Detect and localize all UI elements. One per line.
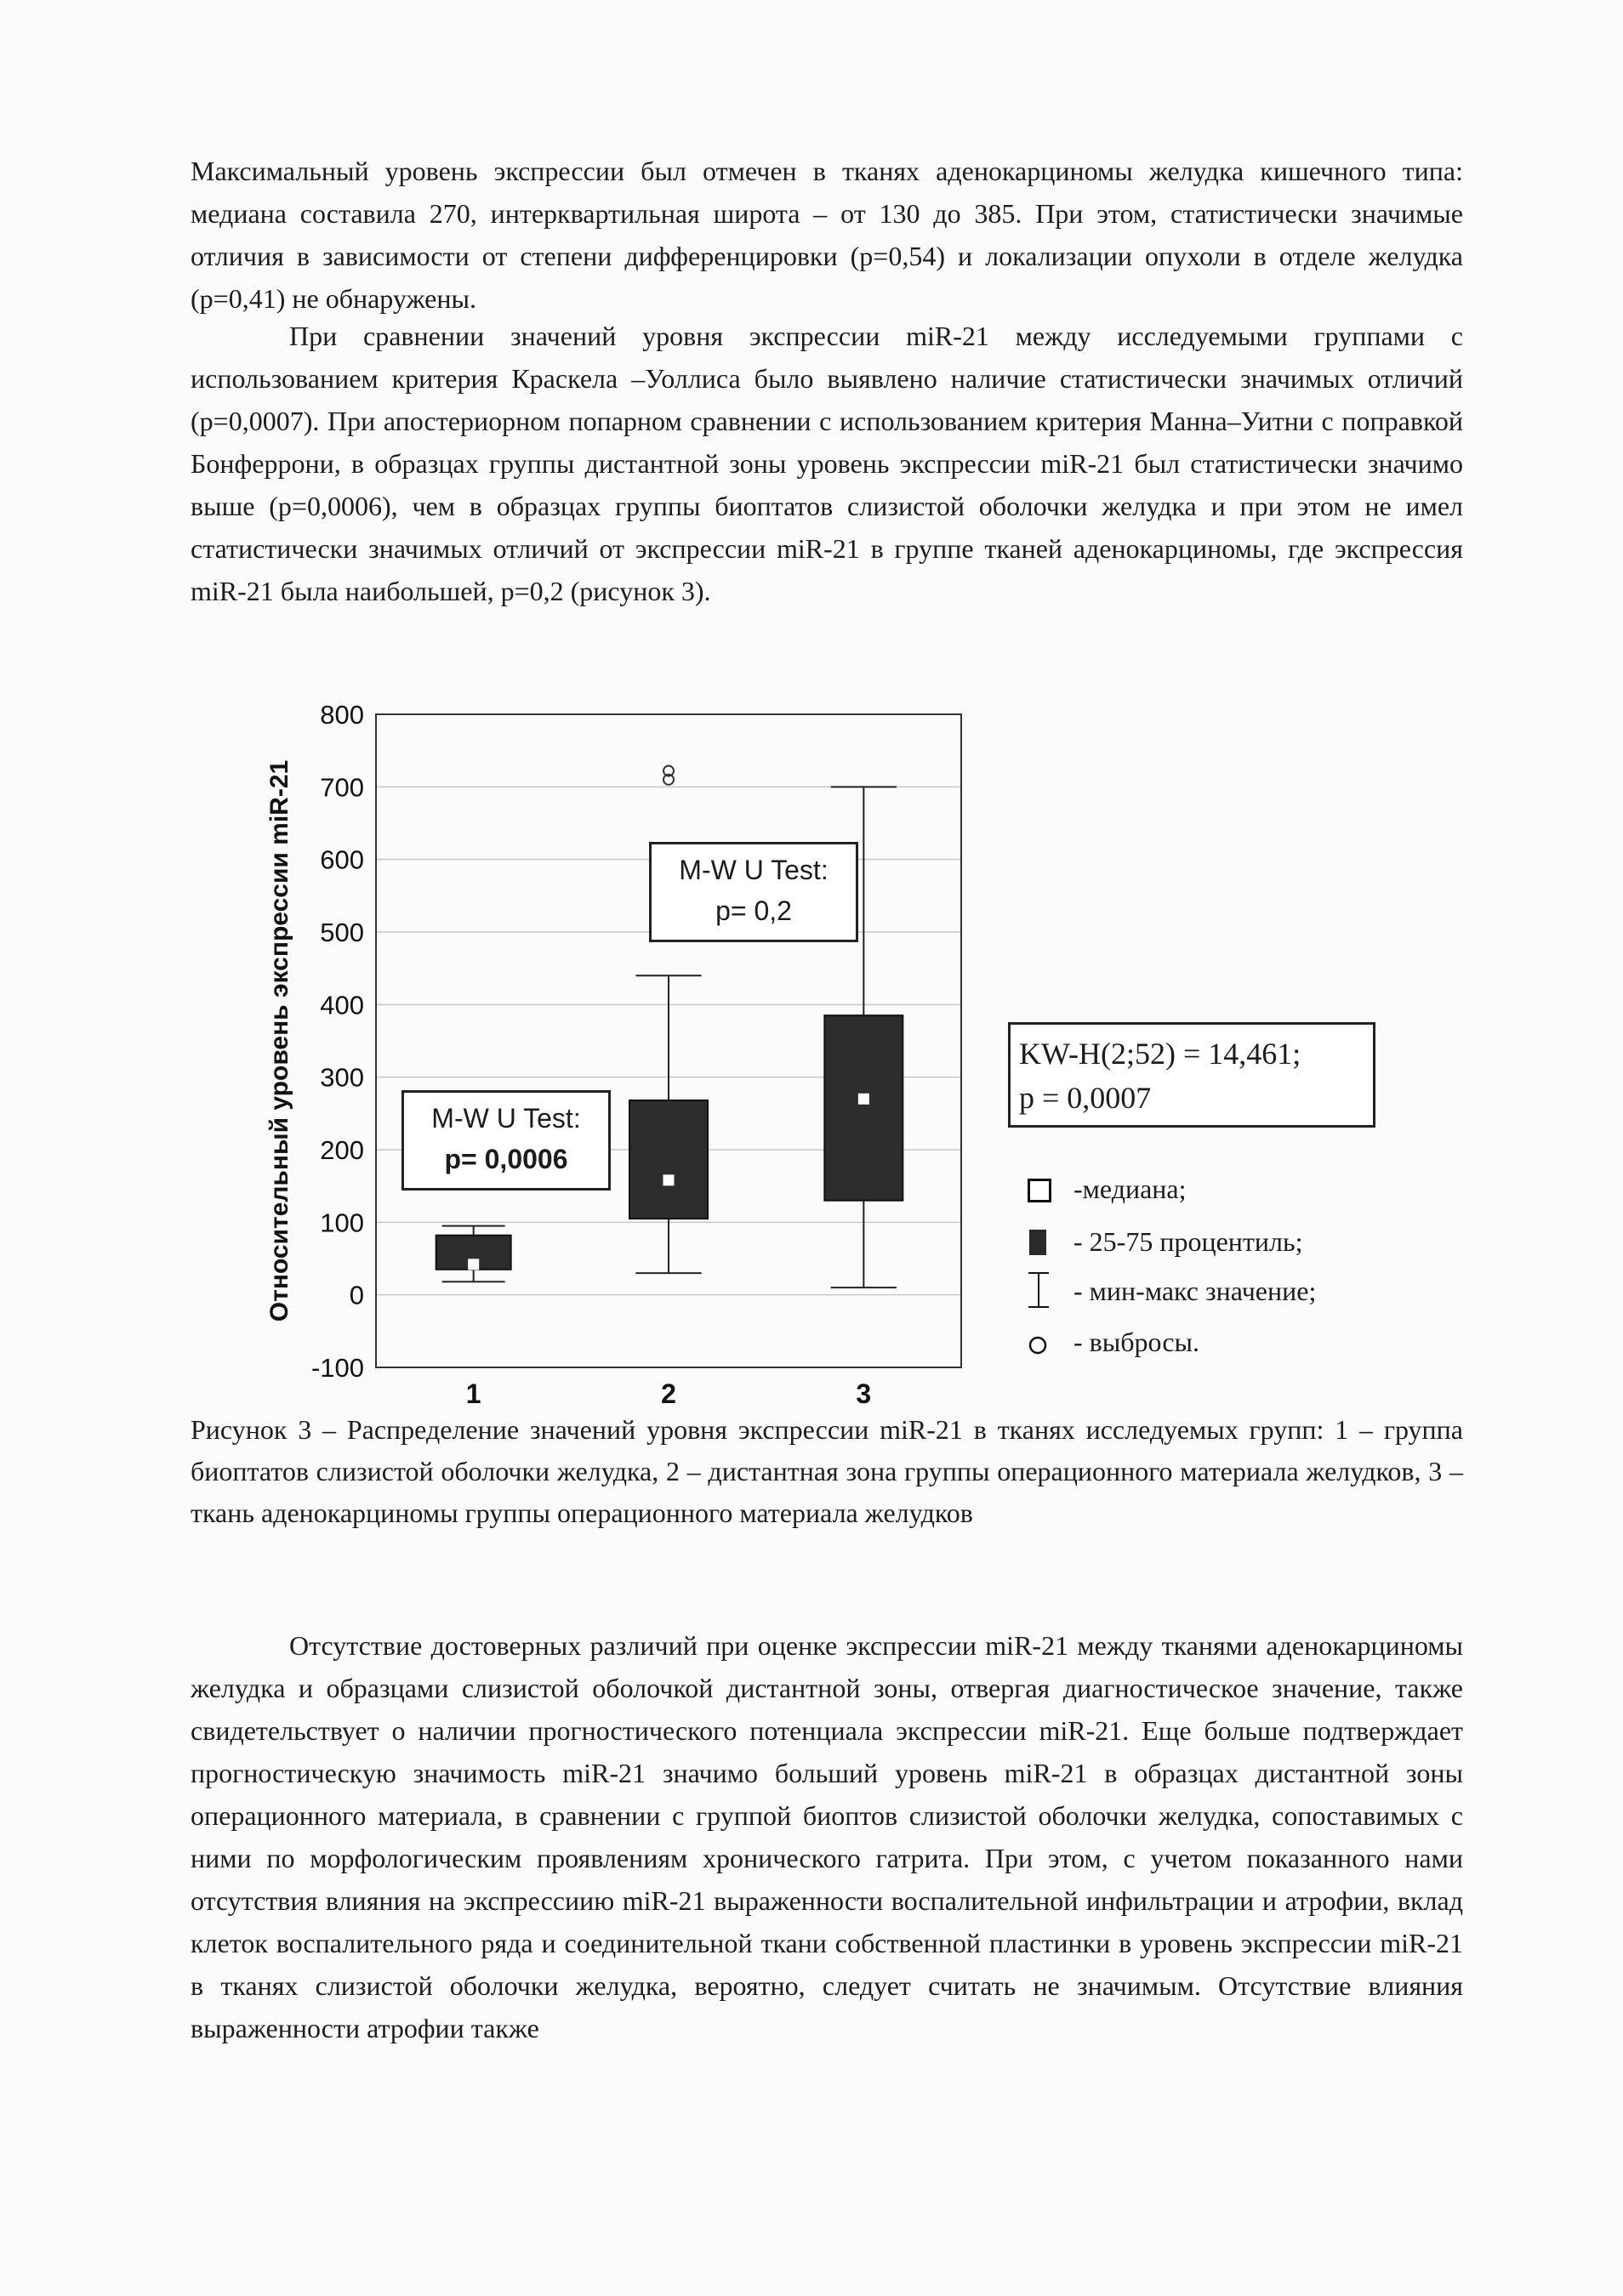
median-marker	[469, 1259, 479, 1270]
legend-iqr-icon	[1029, 1230, 1046, 1255]
y-tick-label: -100	[310, 1353, 364, 1383]
legend-iqr-label: - 25-75 процентиль;	[1073, 1226, 1303, 1257]
mw-test-box-1	[401, 1090, 611, 1191]
mw-test-1-p: p= 0,0006	[444, 1144, 568, 1174]
paragraph-3: Отсутствие достоверных различий при оценке экспрессии miR-21 между тканями аденокарциномы желудка и образцами слизистой оболочкой дистантной зоны, отвергая диагностическое значение, также свидетельствует о наличии прогностического потенциала экспрессии miR-21. Еще больше подтверждает прогностическую значимость miR-21 значимо больший уровень miR-21 в образцах дистантной зоны операционного материала, в сравнении с группой биоптов слизистой оболочки желудка, сопоставимых с ними по морфологическим проявлениям хронического гатрита. При этом, с учетом показанного нами отсутствия влияния на экспрессиию miR-21 выраженности воспалительной инфильтрации и атрофии, вклад клеток воспалительного ряда и соединительной ткани собственной пластинки в уровень экспрессии miR-21 в тканях слизистой оболочки желудка, вероятно, следует считать не значимым. Отсутствие влияния выраженности атрофии также	[191, 1630, 1463, 2043]
y-tick-label: 200	[320, 1135, 364, 1165]
x-tick-label: 2	[661, 1378, 676, 1409]
y-tick-label: 600	[320, 844, 364, 875]
paragraph-2: При сравнении значений уровня экспрессии miR-21 между исследуемыми группами с использованием критерия Краскела –Уоллиса было выявлено наличие статистически значимых отличий (р=0,0007). При апостериорном попарном сравнении с использованием критерия Манна–Уитни с поправкой Бонферрони, в образцах группы дистантной зоны уровень экспрессии miR-21 был статистически значимо выше (р=0,0006), чем в образцах группы биоптатов слизистой оболочки желудка и при этом не имел статистически значимых отличий от экспрессии miR-21 в группе тканей аденокарциномы, где экспрессия miR-21 была наибольшей, р=0,2 (рисунок 3).	[191, 321, 1463, 606]
y-tick-label: 300	[320, 1062, 364, 1093]
kw-test-stat: KW-H(2;52) = 14,461;	[1019, 1037, 1301, 1071]
legend-minmax-label: - мин-макс значение;	[1073, 1276, 1317, 1306]
paragraph-1: Максимальный уровень экспрессии был отмечен в тканях аденокарциномы желудка кишечного типа: медиана составила 270, интерквартильная широта – от 130 до 385. При этом, статистически значимые отличия в зависимости от степени дифференцировки (р=0,54) и локализации опухоли в отделе желудка (р=0,41) не обнаружены.	[191, 156, 1463, 314]
y-tick-label: 0	[349, 1280, 364, 1310]
iqr-box	[629, 1100, 708, 1219]
legend-minmax-icon	[1023, 1270, 1054, 1310]
legend-outlier-label: - выбросы.	[1073, 1327, 1200, 1357]
kw-test-box	[1008, 1022, 1375, 1128]
mw-test-2-p: p= 0,2	[715, 895, 792, 926]
median-marker	[663, 1175, 674, 1185]
mw-test-1-label: M-W U Test:	[431, 1103, 581, 1134]
x-tick-label: 1	[465, 1378, 481, 1409]
y-tick-label: 100	[320, 1208, 364, 1238]
mw-test-box-2	[649, 842, 858, 942]
legend-median-icon	[1028, 1179, 1051, 1202]
legend-outlier-icon	[1026, 1333, 1050, 1357]
iqr-box	[824, 1015, 903, 1201]
y-axis-label: Относительный уровень экспрессии miR-21	[265, 759, 293, 1322]
median-marker	[858, 1094, 868, 1104]
figure-caption: Рисунок 3 – Распределение значений уровня экспрессии miR-21 в тканях исследуемых групп: 1 – группа биоптатов слизистой оболочки желудка, 2 – дистантная зона группы операционного материала желудков, 3 – ткань аденокарциномы группы операционного материала желудков	[191, 1414, 1463, 1528]
y-tick-label: 500	[320, 918, 364, 947]
legend-median-label: -медиана;	[1073, 1174, 1187, 1204]
y-tick-label: 400	[320, 990, 364, 1020]
y-tick-label: 700	[320, 772, 364, 803]
mw-test-2-label: M-W U Test:	[679, 855, 829, 885]
kw-test-p: p = 0,0007	[1019, 1081, 1152, 1115]
x-tick-label: 3	[856, 1378, 872, 1409]
y-tick-label: 800	[320, 700, 364, 730]
